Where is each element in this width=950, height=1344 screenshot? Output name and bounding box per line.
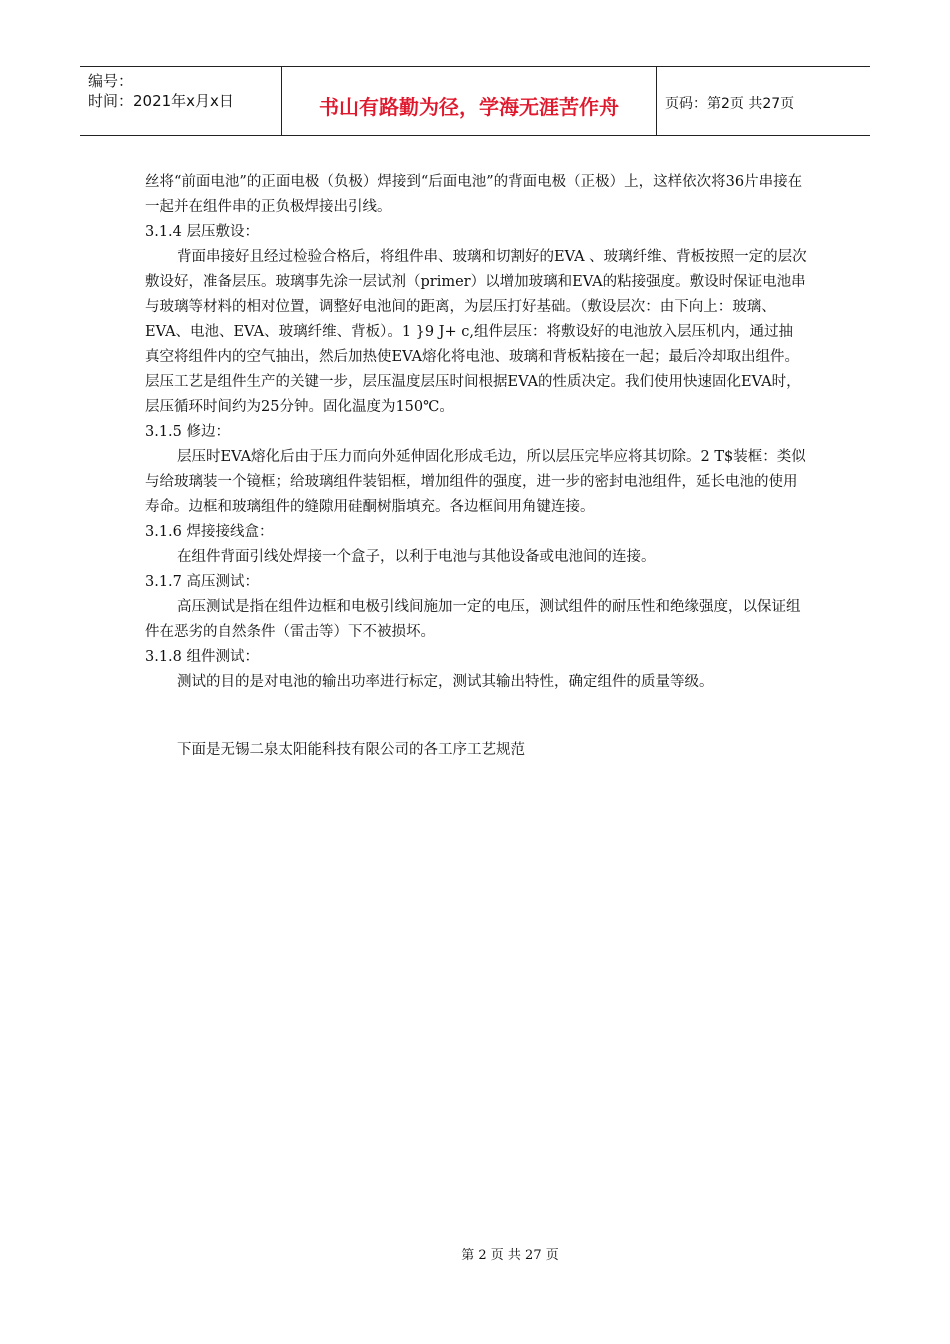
paragraph-closing: 下面是无锡二泉太阳能科技有限公司的各工序工艺规范 [177, 742, 525, 758]
heading-3-1-4: 3.1.4 层压敷设： [145, 224, 260, 240]
header-meta [80, 67, 282, 135]
paragraph-3-1-7: 高压测试是指在组件边框和电极引线间施加一定的电压，测试组件的耐压性和绝缘强度，以保证组件在恶劣的自然条件（雷击等）下不被损坏。 [145, 599, 801, 640]
doc-date-label: 时间：2021年x月x日 [88, 92, 234, 110]
heading-3-1-7: 3.1.7 高压测试： [145, 574, 260, 590]
page-header [80, 66, 870, 136]
document-body [145, 170, 807, 763]
spacer [145, 695, 807, 738]
paragraph-3-1-5: 层压时EVA熔化后由于压力而向外延伸固化形成毛边，所以层压完毕应将其切除。2 T$装框：类似与给玻璃装一个镜框；给玻璃组件装铝框，增加组件的强度，进一步的密封电池组件，延长电池的使用寿命。边框和玻璃组件的缝隙用硅酮树脂填充。各边框间用角键连接。 [145, 449, 806, 515]
header-motto: 书山有路勤为径，学海无涯苦作舟 [282, 67, 657, 135]
heading-3-1-6: 3.1.6 焊接接线盒： [145, 524, 274, 540]
header-page-label: 页码：第2页 共27页 [665, 96, 795, 112]
paragraph-3-1-8: 测试的目的是对电池的输出功率进行标定，测试其输出特性，确定组件的质量等级。 [177, 674, 714, 690]
paragraph-intro: 丝将“前面电池”的正面电极（负极）焊接到“后面电池”的背面电极（正极）上，这样依次将36片串接在一起并在组件串的正负极焊接出引线。 [145, 174, 803, 215]
heading-3-1-8: 3.1.8 组件测试： [145, 649, 260, 665]
paragraph-3-1-6: 在组件背面引线处焊接一个盒子，以利于电池与其他设备或电池间的连接。 [177, 549, 656, 565]
page-footer: 第 2 页 共 27 页 [461, 1248, 559, 1263]
doc-code-label: 编号： [88, 72, 134, 90]
paragraph-3-1-4: 背面串接好且经过检验合格后，将组件串、玻璃和切割好的EVA 、玻璃纤维、背板按照一定的层次敷设好，准备层压。玻璃事先涂一层试剂（primer）以增加玻璃和EVA的粘接强度。敷设时保证电池串与玻璃等材料的相对位置，调整好电池间的距离，为层压打好基础。（敷设层次：由下向上：玻璃、EVA、电池、EVA、玻璃纤维、背板）。1 }9 J+ c,组件层压：将敷设好的电池放入层压机内，通过抽真空将组件内的空气抽出，然后加热使EVA熔化将电池、玻璃和背板粘接在一起；最后冷却取出组件。层压工艺是组件生产的关键一步，层压温度层压时间根据EVA的性质决定。我们使用快速固化EVA时，层压循环时间约为25分钟。固化温度为150℃。 [145, 249, 807, 415]
heading-3-1-5: 3.1.5 修边： [145, 424, 231, 440]
